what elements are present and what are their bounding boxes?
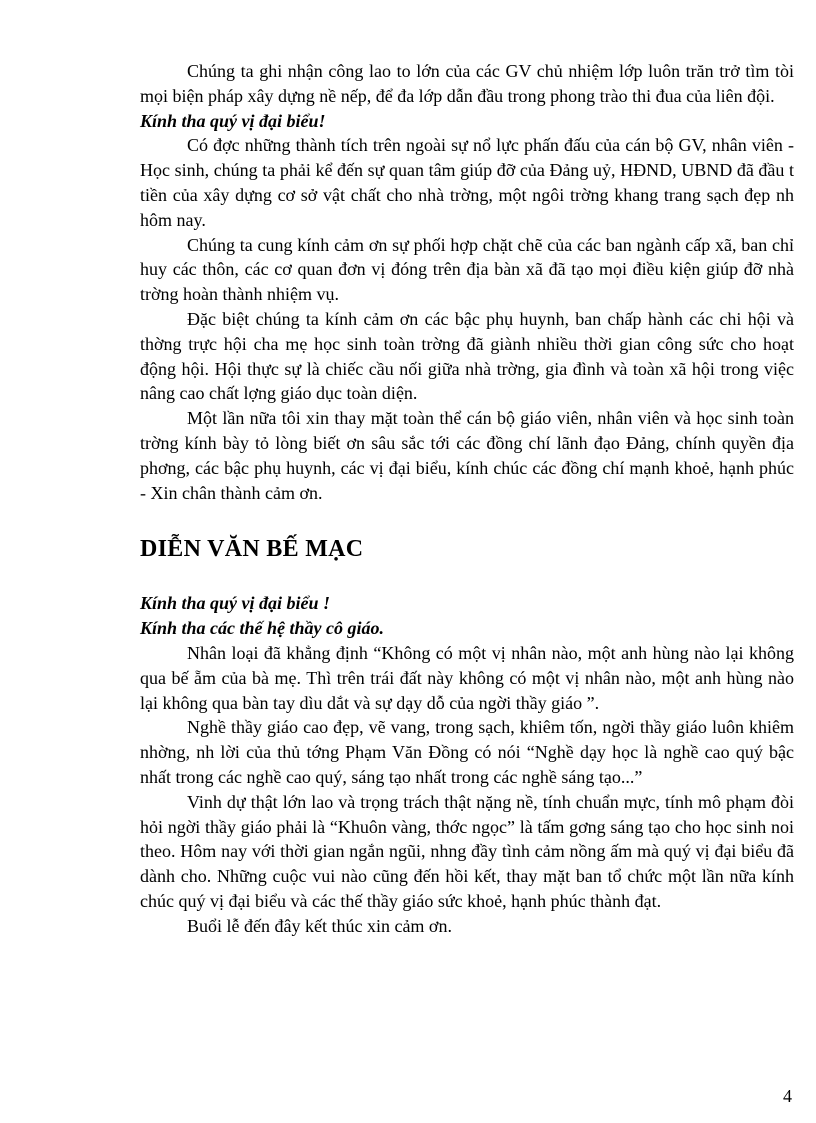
salutation: Kính tha quý vị đại biểu! xyxy=(140,110,326,131)
paragraph: Nghề thầy giáo cao đẹp, vẽ vang, trong sạch, khiêm tốn, ngời thầy giáo luôn khiêm nhờng, nh lời của thủ tớng Phạm Văn Đồng có nói “Nghề dạy học là nghề cao quý bậc nhất trong các nghề cao quý, sáng tạo nhất trong các nghề sáng tạo...” xyxy=(140,717,794,787)
paragraph: Chúng ta cung kính cảm ơn sự phối hợp chặt chẽ của các ban ngành cấp xã, ban chỉ huy các thôn, các cơ quan đơn vị đóng trên địa bàn xã đã tạo mọi điều kiện giúp đỡ nhà trờng hoàn thành nhiệm vụ. xyxy=(140,234,794,305)
paragraph: Buổi lễ đến đây kết thúc xin cảm ơn. xyxy=(187,915,452,936)
paragraph: Nhân loại đã khẳng định “Không có một vị nhân nào, một anh hùng nào lại không qua bế ẵm của bà mẹ. Thì trên trái đất này không có một vị nhân nào, một anh hùng nào lại không qua bàn tay dìu dắt và sự dạy dỗ của ngời thầy giáo ”. xyxy=(140,642,794,713)
document-page xyxy=(140,59,794,939)
salutation: Kính tha các thế hệ thầy cô giáo. xyxy=(140,618,385,639)
paragraph: Có đợc những thành tích trên ngoài sự nổ lực phấn đấu của cán bộ GV, nhân viên - Học sinh, chúng ta phải kể đến sự quan tâm giúp đỡ của Đảng uỷ, HĐND, UBND đã đầu t tiền của xây dựng cơ sở vật chất cho nhà trờng, một ngôi trờng khang trang sạch đẹp nh hôm nay. xyxy=(140,135,794,230)
page-number: 4 xyxy=(783,1086,792,1106)
paragraph: Vinh dự thật lớn lao và trọng trách thật nặng nề, tính chuẩn mực, tính mô phạm đòi hỏi ngời thầy giáo phải là “Khuôn vàng, thớc ngọc” là tấm gơng sáng tạo cho học sinh noi theo. Hôm nay với thời gian ngắn ngũi, nhng đầy tình cảm nồng ấm mà quý vị đại biểu đã dành cho. Những cuộc vui nào cũng đến hồi kết, thay mặt ban tổ chức một lần nữa kính chúc quý vị đại biểu và các thế thầy giáo sức khoẻ, hạnh phúc thành đạt. xyxy=(140,791,794,911)
paragraph: Một lần nữa tôi xin thay mặt toàn thể cán bộ giáo viên, nhân viên và học sinh toàn trờng kính bày tỏ lòng biết ơn sâu sắc tới các đồng chí lãnh đạo Đảng, chính quyền địa phơng, các bậc phụ huynh, các vị đại biểu, kính chúc các đồng chí mạnh khoẻ, hạnh phúc - Xin chân thành cảm ơn. xyxy=(140,408,794,503)
section-title: DIỄN VĂN BẾ MẠC xyxy=(140,536,364,563)
salutation: Kính tha quý vị đại biểu ! xyxy=(140,593,331,614)
paragraph: Chúng ta ghi nhận công lao to lớn của các GV chủ nhiệm lớp luôn trăn trở tìm tòi mọi biện pháp xây dựng nề nếp, để đa lớp dẫn đầu trong phong trào thi đua của liên đội. xyxy=(140,61,794,106)
paragraph: Đặc biệt chúng ta kính cảm ơn các bậc phụ huynh, ban chấp hành các chi hội và thờng trực hội cha mẹ học sinh toàn trờng đã giành nhiều thời gian công sức cho hoạt động hội. Hội thực sự là chiếc cầu nối giữa nhà trờng, gia đình và toàn xã hội trong việc nâng cao chất lợng giáo dục toàn diện. xyxy=(140,308,794,404)
